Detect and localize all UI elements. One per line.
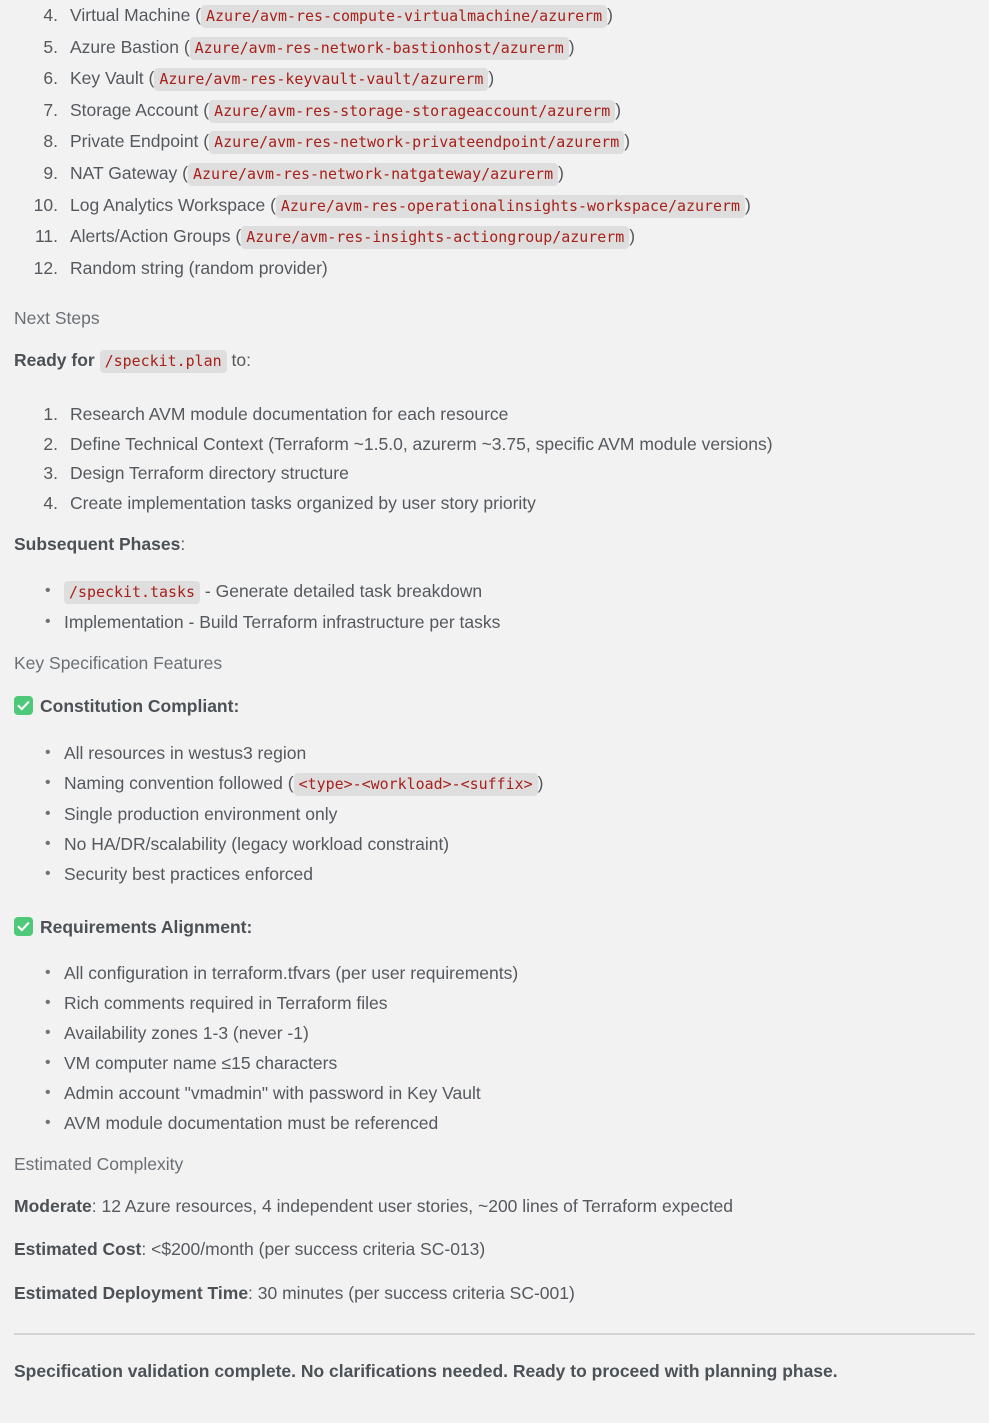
module-path-code: Azure/avm-res-network-natgateway/azurerm (188, 163, 558, 186)
complexity-line (14, 1195, 975, 1216)
paren-open: ( (178, 36, 190, 57)
paren-close: ) (745, 194, 751, 215)
module-path-code: Azure/avm-res-insights-actiongroup/azurerm (241, 226, 629, 249)
next-step-item (14, 489, 975, 519)
feature-group-title: Constitution Compliant (40, 696, 234, 717)
cost-text: : <$200/month (per success criteria SC-013) (141, 1239, 486, 1260)
paren-close: ) (558, 162, 564, 183)
feature-text: Security best practices enforced (64, 863, 314, 884)
next-step-text: Define Technical Context (Terraform ~1.5.0, azurerm ~3.75, specific AVM module versions) (70, 433, 773, 454)
next-step-item (14, 459, 975, 489)
resource-label: Random string (random provider) (70, 257, 328, 278)
paren-open: ( (190, 5, 201, 25)
resource-label: Virtual Machine (70, 5, 191, 25)
feature-list-item (14, 988, 975, 1018)
ready-for-label: Ready for (14, 349, 95, 370)
feature-list-item (14, 1048, 975, 1078)
feature-list-item (14, 1018, 975, 1048)
resource-list-item (14, 32, 975, 64)
cost-line (14, 1241, 975, 1259)
module-path-code: Azure/avm-res-keyvault-vault/azurerm (154, 68, 488, 91)
module-path-code: Azure/avm-res-storage-storageaccount/azurerm (209, 100, 615, 123)
next-steps-list (14, 400, 975, 518)
module-path-code: Azure/avm-res-network-privateendpoint/azurerm (209, 131, 624, 154)
next-step-item (14, 400, 975, 430)
subsequent-phases-heading (14, 536, 975, 554)
feature-text: All resources in westus3 region (64, 742, 307, 763)
list-marker: 10. (33, 194, 58, 215)
resource-label: Alerts/Action Groups (70, 226, 231, 247)
ready-for-line (14, 349, 975, 370)
phase-item (14, 576, 975, 607)
paren-close: ) (568, 36, 575, 57)
subsequent-phases-label: Subsequent Phases (14, 534, 181, 555)
list-marker: 4. (43, 5, 58, 25)
ready-for-tail: to: (231, 349, 251, 370)
feature-group-colon: : (246, 916, 253, 937)
resource-list-item (14, 190, 975, 222)
feature-list-item (14, 1108, 975, 1138)
feature-group-heading (14, 696, 975, 716)
resource-label: NAT Gateway (70, 162, 178, 183)
list-marker: 9. (43, 162, 58, 183)
paren-close: ) (615, 99, 622, 120)
resource-label: Azure Bastion (70, 36, 179, 57)
module-path-code: Azure/avm-res-network-bastionhost/azurerm (190, 37, 569, 60)
feature-text-prefix: Naming convention followed ( (64, 772, 294, 793)
resource-list-item (14, 221, 975, 253)
key-features-groups (14, 696, 975, 1138)
list-marker: 6. (43, 68, 58, 89)
next-steps-heading: Next Steps (14, 308, 100, 329)
deployment-time-line (14, 1282, 975, 1303)
speckit-tasks-code: /speckit.tasks (64, 581, 200, 604)
estimated-complexity-heading: Estimated Complexity (14, 1154, 184, 1175)
resource-list-item (14, 0, 975, 32)
list-marker: 3. (43, 463, 58, 484)
feature-list-item (14, 829, 975, 859)
feature-text: All configuration in terraform.tfvars (per user requirements) (64, 963, 519, 984)
resource-list-item (14, 253, 975, 284)
list-marker: 2. (43, 433, 58, 454)
phase-text: - Generate detailed task breakdown (200, 580, 483, 601)
next-step-text: Design Terraform directory structure (70, 463, 349, 484)
feature-list-item (14, 958, 975, 988)
paren-close: ) (624, 131, 631, 152)
feature-text: AVM module documentation must be referenced (64, 1113, 439, 1134)
azure-resources-list (14, 0, 975, 283)
paren-open: ( (230, 226, 242, 247)
feature-text: VM computer name ≤15 characters (64, 1053, 338, 1074)
module-path-code: Azure/avm-res-operationalinsights-workspace/azurerm (276, 195, 745, 218)
feature-list-item (14, 768, 975, 799)
feature-list-item (14, 1078, 975, 1108)
module-path-code: Azure/avm-res-compute-virtualmachine/azurerm (201, 5, 607, 28)
feature-group-heading (14, 917, 975, 937)
next-step-text: Create implementation tasks organized by user story priority (70, 492, 536, 513)
deployment-time-text: : 30 minutes (per success criteria SC-001) (248, 1282, 575, 1303)
list-marker: 12. (33, 257, 58, 278)
paren-open: ( (177, 162, 189, 183)
deployment-time-label: Estimated Deployment Time (14, 1282, 249, 1303)
complexity-label: Moderate (14, 1195, 92, 1216)
white-check-mark-icon (14, 696, 33, 715)
subsequent-phases-colon: : (180, 534, 186, 555)
feature-text: Availability zones 1-3 (never -1) (64, 1023, 309, 1044)
feature-list-item (14, 859, 975, 889)
key-features-heading: Key Specification Features (14, 652, 223, 673)
feature-group-colon: : (233, 696, 240, 717)
list-marker: 5. (43, 36, 58, 57)
feature-list (14, 958, 975, 1138)
cost-label: Estimated Cost (14, 1239, 142, 1260)
resource-label: Storage Account (70, 99, 199, 120)
feature-text-suffix: ) (537, 772, 544, 793)
paren-close: ) (629, 226, 636, 247)
resource-list-item (14, 126, 975, 158)
resource-label: Log Analytics Workspace (70, 194, 266, 215)
resource-list-item (14, 63, 975, 95)
phase-text: Implementation - Build Terraform infrastructure per tasks (64, 611, 501, 632)
paren-close: ) (607, 5, 613, 25)
list-marker: 8. (43, 131, 58, 152)
resource-list-item (14, 158, 975, 190)
feature-list-item (14, 799, 975, 829)
paren-open: ( (265, 194, 276, 215)
resource-label: Key Vault (70, 68, 144, 89)
resource-label: Private Endpoint (70, 131, 199, 152)
next-step-text: Research AVM module documentation for each resource (70, 404, 509, 425)
feature-list-item (14, 738, 975, 768)
list-marker: 4. (43, 492, 58, 513)
feature-text: Rich comments required in Terraform files (64, 993, 388, 1014)
feature-text: Single production environment only (64, 803, 338, 824)
next-step-item (14, 430, 975, 460)
naming-convention-code: <type>-<workload>-<suffix> (294, 773, 538, 796)
paren-open: ( (198, 99, 210, 120)
subsequent-phases-list (14, 576, 975, 637)
final-statement: Specification validation complete. No clarifications needed. Ready to proceed with planning phase. (14, 1361, 838, 1382)
complexity-text: : 12 Azure resources, 4 independent user stories, ~200 lines of Terraform expected (91, 1195, 734, 1216)
speckit-plan-code: /speckit.plan (100, 350, 227, 373)
paren-open: ( (198, 131, 210, 152)
list-marker: 7. (43, 99, 58, 120)
feature-list (14, 738, 975, 889)
paren-open: ( (143, 68, 155, 89)
feature-text: No HA/DR/scalability (legacy workload constraint) (64, 833, 450, 854)
resource-list-item (14, 95, 975, 127)
feature-text: Admin account "vmadmin" with password in Key Vault (64, 1083, 481, 1104)
phase-item (14, 607, 975, 637)
paren-close: ) (488, 68, 495, 89)
feature-group-title: Requirements Alignment (40, 916, 247, 937)
white-check-mark-icon (14, 917, 33, 936)
list-marker: 11. (34, 226, 58, 247)
list-marker: 1. (43, 404, 58, 425)
